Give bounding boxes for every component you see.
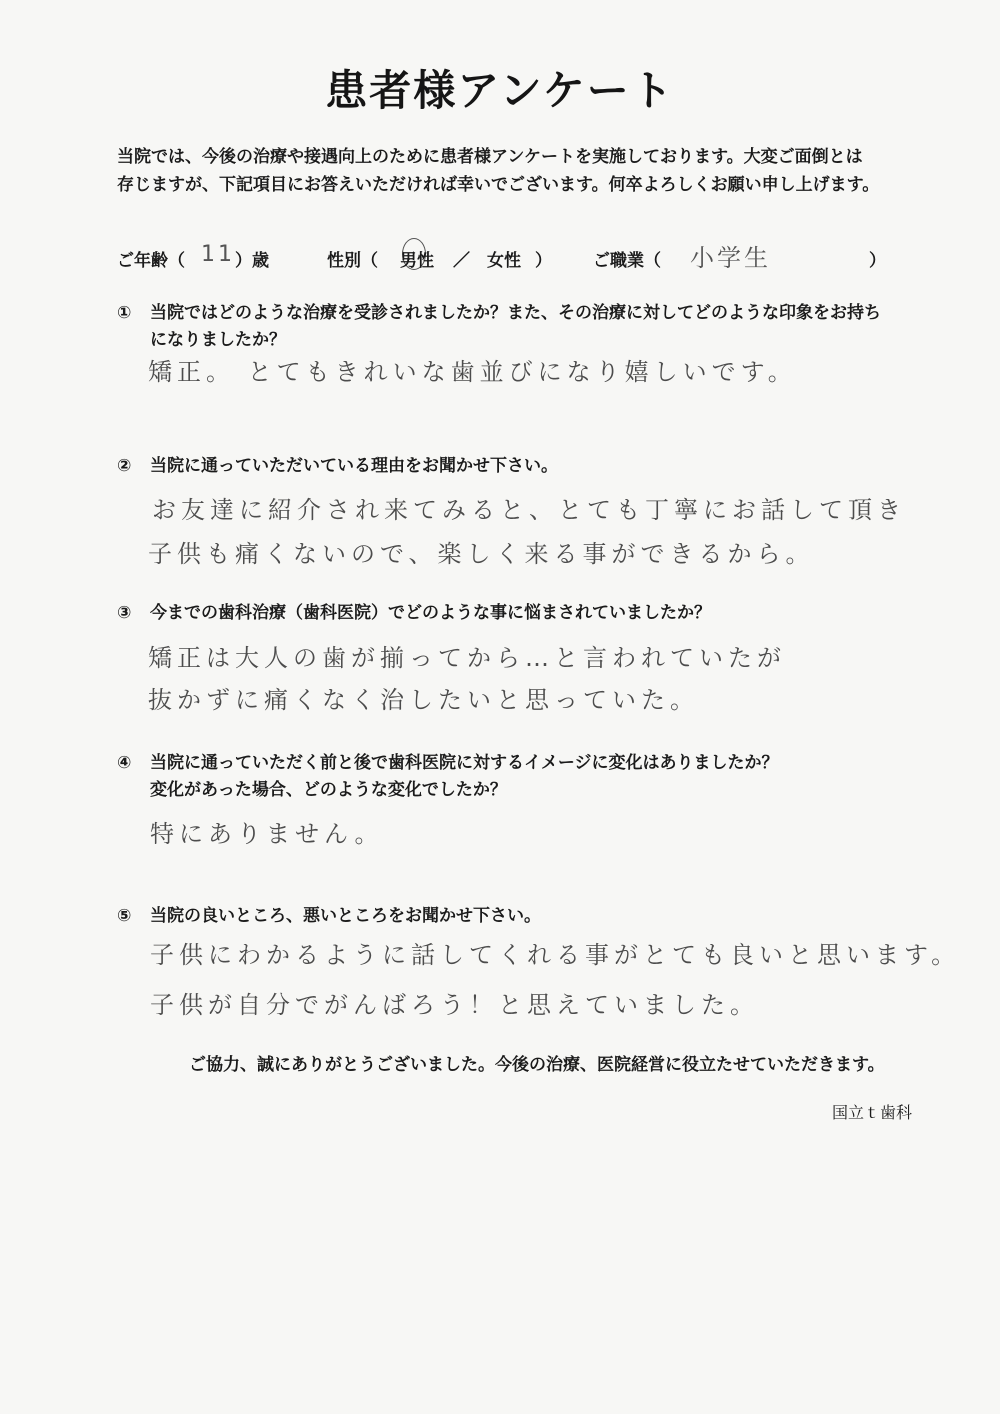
question-2 bbox=[117, 453, 917, 480]
intro-text bbox=[117, 143, 917, 199]
sex-option-male: 男性 bbox=[400, 251, 434, 271]
answer-5-line: 子供が自分でがんばろう！と思えていました。 bbox=[150, 991, 759, 1019]
answer-4-line: 特にありません。 bbox=[150, 820, 384, 848]
question-text: 今までの歯科治療（歯科医院）でどのような事に悩まされていましたか？ bbox=[150, 603, 711, 623]
question-text: 当院ではどのような治療を受診されましたか？また、その治療に対してどのような印象をお持ち bbox=[150, 303, 881, 323]
intro-line: 当院では、今後の治療や接遇向上のために患者様アンケートを実施しております。大変ご面倒とは bbox=[117, 147, 863, 167]
question-number: ④ bbox=[117, 753, 132, 773]
question-text: になりましたか？ bbox=[150, 330, 286, 350]
question-number: ② bbox=[117, 456, 132, 476]
answer-5-line: 子供にわかるように話してくれる事がとても良いと思います。 bbox=[150, 941, 961, 969]
closing-message: ご協力、誠にありがとうございました。今後の治療、医院経営に役立たせていただきます。 bbox=[189, 1055, 885, 1075]
sex-close: ） bbox=[535, 251, 552, 271]
question-number: ⑤ bbox=[117, 906, 132, 926]
answer-2-line: 子供も痛くないので、楽しく来る事ができるから。 bbox=[148, 540, 815, 568]
sex-separator: ／ bbox=[453, 251, 470, 271]
job-close: ） bbox=[869, 251, 886, 271]
clinic-name: 国立ｔ歯科 bbox=[831, 1103, 912, 1122]
question-5 bbox=[117, 903, 917, 930]
job-value: 小学生 bbox=[690, 244, 771, 272]
question-text: 当院に通っていただく前と後で歯科医院に対するイメージに変化はありましたか？ bbox=[150, 753, 779, 773]
question-number: ③ bbox=[117, 603, 132, 623]
age-label: ご年齢（ bbox=[117, 251, 185, 271]
sex-label: 性別（ bbox=[327, 251, 378, 271]
answer-1-line: 矯正。 とてもきれいな歯並びになり嬉しいです。 bbox=[148, 358, 797, 386]
question-4 bbox=[117, 750, 917, 804]
question-3 bbox=[117, 600, 917, 627]
respondent-info bbox=[117, 242, 907, 276]
age-suffix: ）歳 bbox=[235, 251, 269, 271]
job-label: ご職業（ bbox=[593, 251, 661, 271]
answer-3-line: 矯正は大人の歯が揃ってから…と言われていたが bbox=[148, 644, 786, 672]
answer-3-line: 抜かずに痛くなく治したいと思っていた。 bbox=[148, 686, 699, 714]
sex-option-female: 女性 bbox=[487, 251, 521, 271]
age-value: 11 bbox=[201, 242, 235, 267]
intro-line: 存じますが、下記項目にお答えいただければ幸いでございます。何卒よろしくお願い申し上げます。 bbox=[117, 175, 880, 195]
answer-2-line: お友達に紹介され来てみると、とても丁寧にお話して頂き bbox=[152, 496, 906, 524]
question-1 bbox=[117, 300, 917, 354]
question-text: 当院に通っていただいている理由をお聞かせ下さい。 bbox=[150, 456, 558, 476]
page-title: 患者様アンケート bbox=[325, 66, 675, 115]
question-text: 当院の良いところ、悪いところをお聞かせ下さい。 bbox=[150, 906, 541, 926]
question-text: 変化があった場合、どのような変化でしたか？ bbox=[150, 780, 507, 800]
question-number: ① bbox=[117, 303, 132, 323]
